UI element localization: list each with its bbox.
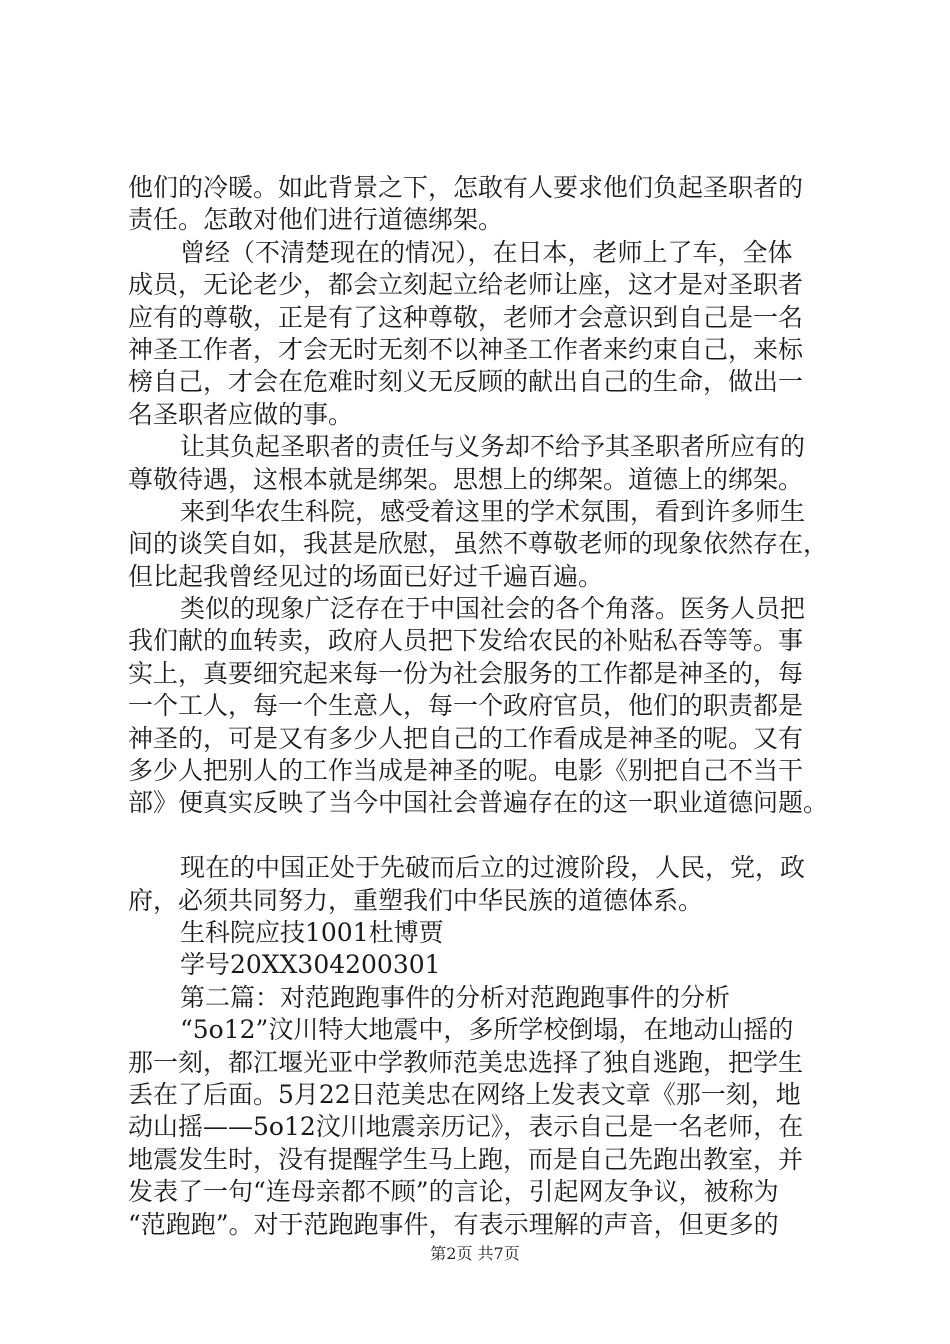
page-number-footer: 第2页 共7页 — [430, 1244, 520, 1263]
text-line: 实上，真要细究起来每一份为社会服务的工作都是神圣的，每 — [128, 658, 804, 688]
author-line: 生科院应技1001杜博贾 — [180, 917, 444, 947]
text-line: 地震发生时，没有提醒学生马上跑，而是自己先跑出教室，并 — [128, 1144, 804, 1174]
text-line: 榜自己，才会在危难时刻义无反顾的献出自己的生命，做出一 — [128, 367, 804, 397]
text-line: 发表了一句“连母亲都不顾”的言论，引起网友争议，被称为 — [128, 1177, 779, 1207]
text-line: 成员，无论老少，都会立刻起立给老师让座，这才是对圣职者 — [128, 270, 804, 300]
text-line: 让其负起圣职者的责任与义务却不给予其圣职者所应有的 — [180, 432, 806, 462]
text-line: 名圣职者应做的事。 — [128, 399, 354, 429]
text-line: 府，必须共同努力，重塑我们中华民族的道德体系。 — [128, 885, 704, 915]
text-line: 一个工人，每一个生意人，每一个政府官员，他们的职责都是 — [128, 691, 804, 721]
text-line: 多少人把别人的工作当成是神圣的呢。电影《别把自己不当干 — [128, 756, 804, 786]
text-line: 动山摇——5o12汶川地震亲历记》，表示自己是一名老师，在 — [128, 1112, 804, 1142]
text-line: 曾经（不清楚现在的情况），在日本，老师上了车，全体 — [180, 237, 793, 267]
section-heading: 第二篇：对范跑跑事件的分析对范跑跑事件的分析 — [180, 982, 731, 1012]
text-line: “5o12”汶川特大地震中，多所学校倒塌，在地动山摇的 — [180, 1015, 794, 1045]
document-body — [128, 172, 833, 1241]
student-id-line: 学号20XX304200301 — [180, 950, 441, 980]
text-line: 类似的现象广泛存在于中国社会的各个角落。医务人员把 — [180, 594, 806, 624]
text-line: 应有的尊敬，正是有了这种尊敬，老师才会意识到自己是一名 — [128, 302, 804, 332]
text-line: 但比起我曾经见过的场面已好过千遍百遍。 — [128, 561, 604, 591]
text-line: 神圣工作者，才会无时无刻不以神圣工作者来约束自己，来标 — [128, 334, 804, 364]
text-line: 尊敬待遇，这根本就是绑架。思想上的绑架。道德上的绑架。 — [128, 464, 804, 494]
text-line: 间的谈笑自如，我甚是欣慰，虽然不尊敬老师的现象依然存在， — [128, 529, 829, 559]
text-line: 那一刻，都江堰光亚中学教师范美忠选择了独自逃跑，把学生 — [128, 1047, 804, 1077]
text-line: 他们的冷暖。如此背景之下，怎敢有人要求他们负起圣职者的 — [128, 173, 804, 202]
text-line: 神圣的，可是又有多少人把自己的工作看成是神圣的呢。又有 — [128, 723, 804, 753]
text-line: “范跑跑”。对于范跑跑事件，有表示理解的声音，但更多的 — [128, 1209, 779, 1239]
text-line: 部》便真实反映了当今中国社会普遍存在的这一职业道德问题。 — [128, 788, 829, 818]
text-line: 现在的中国正处于先破而后立的过渡阶段，人民，党，政 — [180, 853, 806, 883]
text-line: 来到华农生科院，感受着这里的学术氛围，看到许多师生 — [180, 496, 806, 526]
paragraph-gap — [128, 820, 833, 852]
text-line: 责任。怎敢对他们进行道德绑架。 — [128, 205, 504, 235]
text-line: 我们献的血转卖，政府人员把下发给农民的补贴私吞等等。事 — [128, 626, 804, 656]
text-line: 丢在了后面。5月22日范美忠在网络上发表文章《那一刻，地 — [128, 1079, 801, 1109]
